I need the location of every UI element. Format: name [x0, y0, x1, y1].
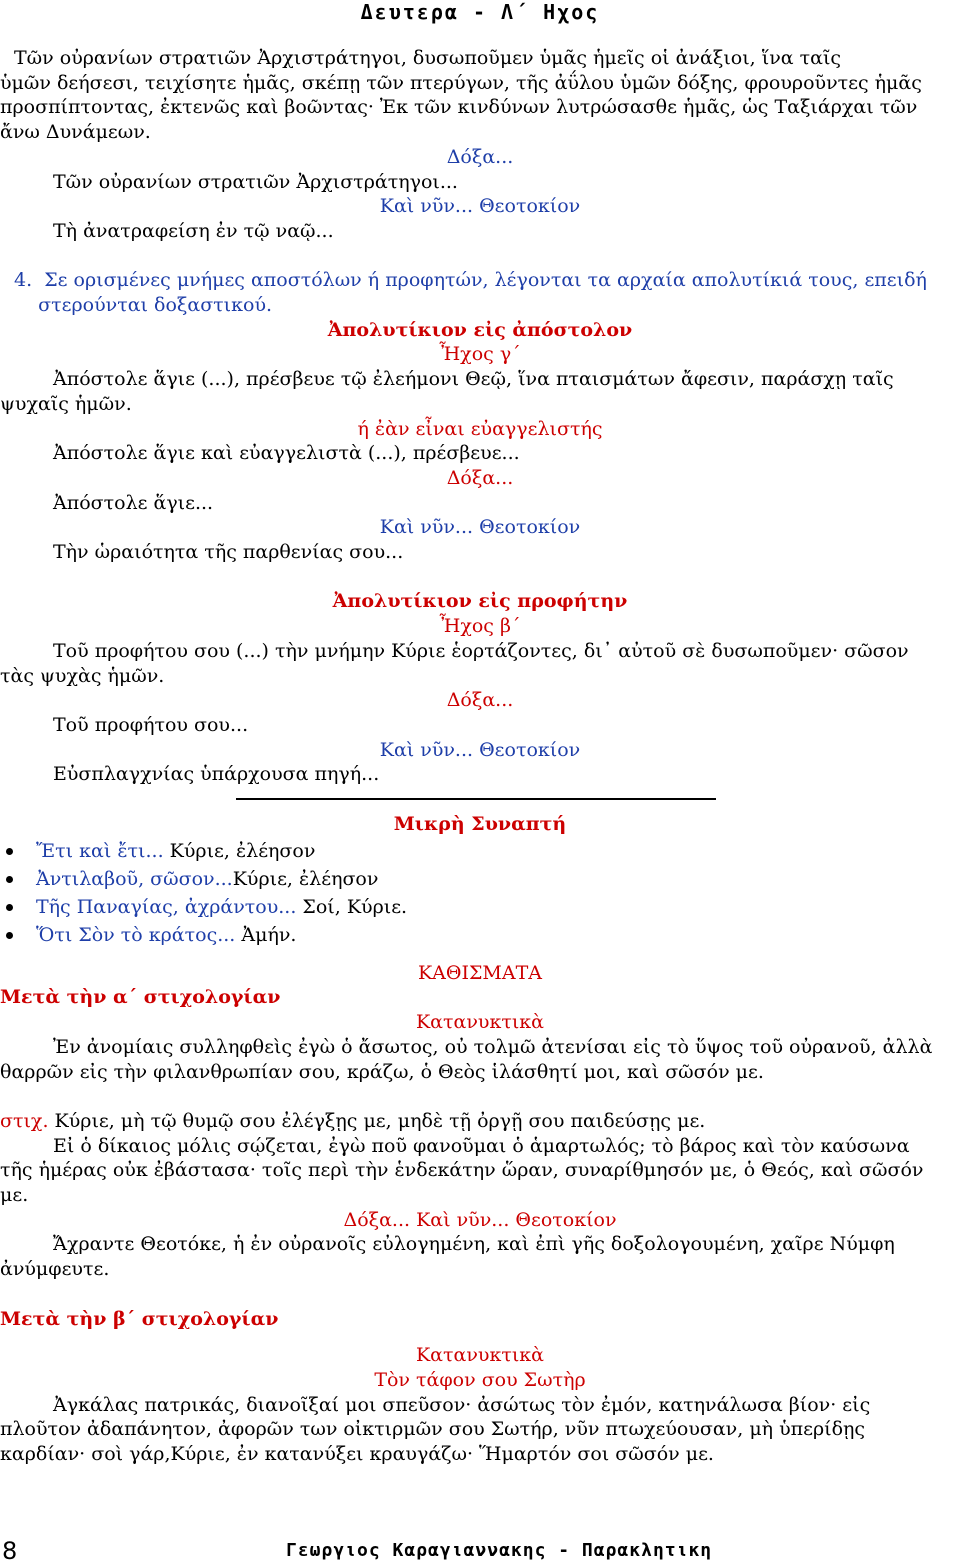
echos-heading: Ἦχος β΄: [439, 615, 521, 638]
rubric: Κατανυκτικὰ: [415, 1011, 544, 1034]
paragraph-line: με.: [0, 1184, 29, 1207]
paragraph-line: Ἀγκάλας πατρικάς, διανοῖξαί μοι σπεῦσον· ἀσώτως τὸν ἐμόν, κατηνάλωσα βίον· εἰς: [53, 1393, 871, 1416]
subsection-heading: Μετὰ τὴν β΄ στιχολογίαν: [0, 1307, 279, 1330]
section-heading: Ἀπολυτίκιον εἰς ἀπόστολον: [327, 318, 633, 341]
list-item: [0, 837, 960, 865]
paragraph-line: πλοῦτον ἀδαπάνητον, ἀφορῶν των οἰκτιρμῶν σου Σωτήρ, νῦν πτωχεύουσαν, μὴ ὑπερίδῃς: [0, 1418, 866, 1441]
note-item-4: στερούνται δοξαστικού.: [14, 294, 273, 317]
running-header: Δευτερα - Λ΄ Ηχος: [360, 0, 600, 24]
paragraph-line: Τοῦ προφήτου σου (...) τὴν μνήμην Κύριε ἑορτάζοντες, δι᾽ αὐτοῦ σὲ δυσωποῦμεν· σῶσον: [53, 639, 909, 662]
page-number: 8: [2, 1537, 18, 1565]
note-item-4: 4. Σε ορισμένες μνήμες αποστόλων ή προφητών, λέγονται τα αρχαία απολυτίκιά τους, επειδή: [14, 269, 927, 292]
paragraph-line: Τοῦ προφήτου σου...: [53, 713, 249, 736]
litany-call: Τῆς Παναγίας, ἀχράντου...: [36, 895, 297, 918]
list-item: [0, 865, 960, 893]
litany-response: Κύριε, ἐλέησον: [232, 867, 379, 890]
paragraph-line: καρδίαν· σοὶ γάρ,Κύριε, ἐν κατανύξει κραυγάζω· Ἥμαρτόν σοι σῶσόν με.: [0, 1443, 714, 1466]
litany-response: Ἀμήν.: [235, 923, 297, 946]
footer-text: Γεωργιος Καραγιαννακης - Παρακλητικη: [286, 1540, 713, 1561]
paragraph-line: ἀνύμφευτε.: [0, 1258, 110, 1281]
rubric: Κατανυκτικὰ: [415, 1344, 544, 1367]
paragraph-line: Τῶν οὐρανίων στρατιῶν Ἀρχιστράτηγοι, δυσωποῦμεν ὑμᾶς ἡμεῖς οἱ ἀνάξιοι, ἵνα ταῖς: [14, 47, 842, 69]
paragraph-line: θαρρῶν εἰς τὴν φιλανθρωπίαν σου, κράζω, ὁ Θεὸς ἱλάσθητί μοι, καὶ σῶσόν με.: [0, 1060, 764, 1083]
litany-response: Κύριε, ἐλέησον: [163, 839, 316, 862]
paragraph-line: ἄνω Δυνάμεων.: [0, 121, 151, 144]
kai-nyn-heading: Καὶ νῦν... Θεοτοκίον: [379, 738, 581, 761]
page-footer: [0, 1538, 960, 1564]
page-content: [0, 46, 960, 1467]
verse-text: Κύριε, μὴ τῷ θυμῷ σου ἐλέγξῃς με, μηδὲ τῇ ὀργῇ σου παιδεύσῃς με.: [48, 1109, 706, 1132]
paragraph-line: Ἐν ἀνομίαις συλληφθεὶς ἐγὼ ὁ ἄσωτος, οὐ τολμῶ ἀτενίσαι εἰς τὸ ὕψος τοῦ οὐρανοῦ, ἀλλὰ: [53, 1035, 933, 1058]
section-heading: ΚΑΘΙΣΜΑΤΑ: [417, 961, 542, 984]
rubric: Τὸν τάφον σου Σωτὴρ: [374, 1368, 586, 1391]
paragraph-line: Ἄχραντε Θεοτόκε, ἡ ἐν οὐρανοῖς εὐλογημένη, καὶ ἐπὶ γῆς δοξολογουμένη, χαῖρε Νύμφη: [53, 1233, 895, 1256]
doxa-heading: Δόξα...: [446, 145, 514, 168]
list-item: [0, 921, 960, 949]
paragraph-line: Ἀπόστολε ἅγιε...: [53, 491, 214, 514]
list-item: [0, 893, 960, 921]
paragraph-line: ψυχαῖς ἡμῶν.: [0, 392, 132, 415]
verse-label: στιχ.: [0, 1109, 49, 1132]
litany-call: Ὅτι Σὸν τὸ κράτος...: [36, 923, 236, 946]
paragraph-line: Τὴν ὡραιότητα τῆς παρθενίας σου...: [53, 541, 404, 564]
paragraph-line: Τῶν οὐρανίων στρατιῶν Ἀρχιστράτηγοι...: [53, 170, 458, 193]
paragraph-line: τὰς ψυχὰς ἡμῶν.: [0, 664, 165, 687]
litany-response: Σοί, Κύριε.: [296, 895, 408, 918]
paragraph-line: ὑμῶν δεήσεσι, τειχίσητε ἡμᾶς, σκέπῃ τῶν πτερύγων, τῆς ἀΰλου ὑμῶν δόξης, φρουροῦντες ἡμᾶς: [0, 71, 922, 94]
litany-call: Ἀντιλαβοῦ, σῶσον...: [36, 867, 233, 890]
section-heading: Ἀπολυτίκιον εἰς προφήτην: [332, 590, 628, 613]
kai-nyn-heading: Καὶ νῦν... Θεοτοκίον: [379, 516, 581, 539]
paragraph-line: τῆς ἡμέρας οὐκ ἐβάστασα· τοῖς περὶ τὴν ἑνδεκάτην ὥραν, συναρίθμησόν με, ὁ Θεός, καὶ σῶσόν: [0, 1159, 924, 1182]
paragraph-line: Ἀπόστολε ἅγιε (...), πρέσβευε τῷ ἐλεήμονι Θεῷ, ἵνα πταισμάτων ἄφεσιν, παράσχῃ ταῖς: [53, 368, 894, 391]
paragraph-line: Εἰ ὁ δίκαιος μόλις σῴζεται, ἐγὼ ποῦ φανοῦμαι ὁ ἁμαρτωλός; τὸ βάρος καὶ τὸν καύσωνα: [53, 1134, 910, 1157]
paragraph-line: Εὐσπλαγχνίας ὑπάρχουσα πηγή...: [53, 763, 380, 786]
kai-nyn-heading: Καὶ νῦν... Θεοτοκίον: [379, 195, 581, 218]
doxa-heading: Δόξα...: [446, 466, 514, 489]
rubric: ή ἐὰν εἶναι εὐαγγελιστής: [357, 417, 603, 440]
subsection-heading: Μετὰ τὴν α΄ στιχολογίαν: [0, 986, 281, 1009]
verse-line: [0, 1109, 960, 1134]
paragraph-line: προσπίπτοντας, ἐκτενῶς καὶ βοῶντας· Ἐκ τῶν κινδύνων λυτρώσασθε ἡμᾶς, ὡς Ταξιάρχαι τῶν: [0, 96, 918, 119]
doxa-kai-nyn-heading: Δόξα... Καὶ νῦν... Θεοτοκίον: [343, 1208, 617, 1231]
paragraph-line: Ἀπόστολε ἅγιε καὶ εὐαγγελιστὰ (...), πρέσβευε...: [53, 442, 520, 465]
section-heading: Μικρὴ Συναπτή: [393, 813, 567, 836]
doxa-heading: Δόξα...: [446, 689, 514, 712]
litany-call: Ἔτι καὶ ἔτι...: [36, 839, 164, 862]
echos-heading: Ἦχος γ΄: [439, 343, 521, 366]
paragraph-line: Τὴ ἀνατραφείση ἐν τῷ ναῷ...: [53, 219, 334, 242]
